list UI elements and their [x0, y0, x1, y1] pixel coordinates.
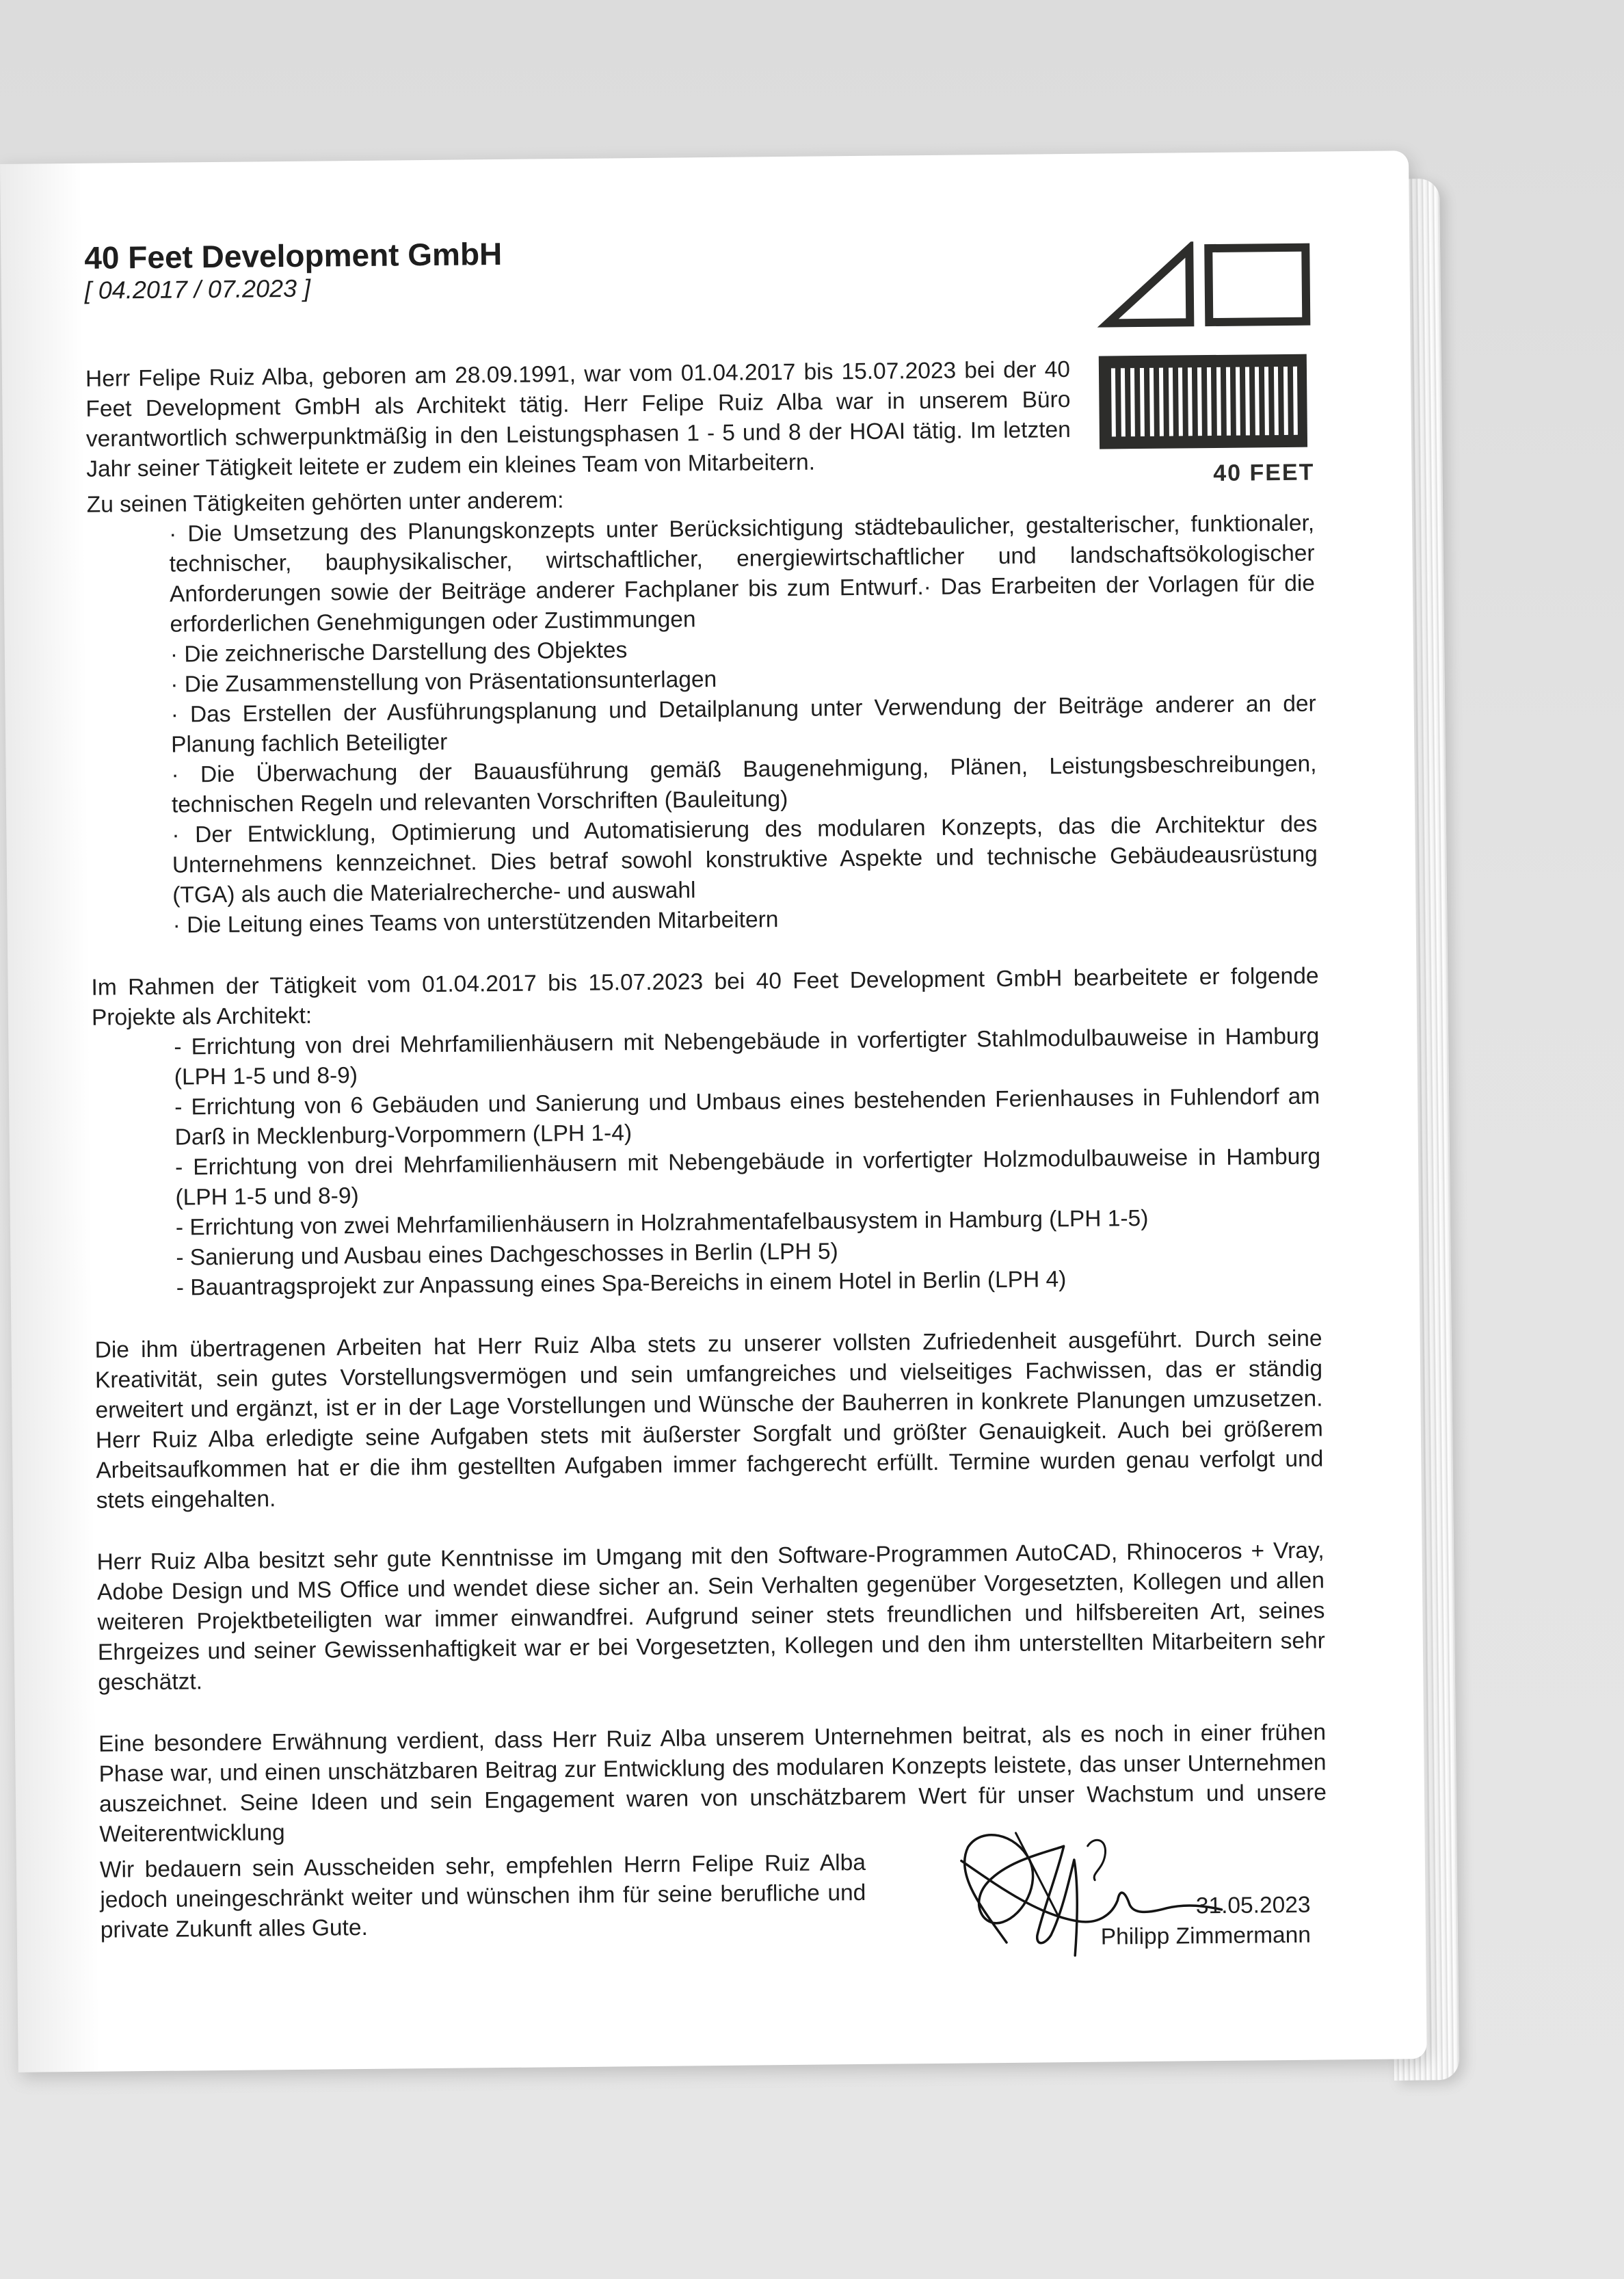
signature-block [940, 1817, 1325, 1971]
project-item: - Errichtung von drei Mehrfamilienhäusern mit Nebengebäude in vorfertigter Holzmodulbauweise in Hamburg (LPH 1-5 und 8-9) [175, 1142, 1321, 1213]
duty-item: · Die Überwachung der Bauausführung gemäß Baugenehmigung, Plänen, Leistungsbeschreibungen, technischen Regeln und relevanten Vorschriften (Bauleitung) [171, 750, 1317, 821]
closing-paragraph: Wir bedauern sein Ausscheiden sehr, empfehlen Herrn Felipe Ruiz Alba jedoch uneingeschränkt weiter und wünschen ihm für seine berufliche und private Zukunft alles Gute. [99, 1849, 866, 1943]
assessment-paragraph: Die ihm übertragenen Arbeiten hat Herr Ruiz Alba stets zu unserer vollsten Zufriedenheit ausgeführt. Durch seine Kreativität, sein gutes Vorstellungsvermögen und sein umfangreiches und vielseitiges Fachwissen, das er ständig erweitert und ergänzt, ist er in der Lage Vorstellungen und Wünsche der Bauherren in konkrete Planungen umzusetzen. Herr Ruiz Alba erledigte seine Aufgaben stets mit äußerster Sorgfalt und größter Genauigkeit. Auch bei größerem Arbeitsaufkommen hat er die ihm gestellten Aufgaben immer fachgerecht erfüllt. Termine wurden genau verfolgt und stets eingehalten. [94, 1326, 1324, 1514]
closing-section [100, 1843, 1329, 1992]
duty-item: · Der Entwicklung, Optimierung und Automatisierung des modularen Konzepts, das die Architektur des Unternehmens kennzeichnet. Dies betraf sowohl konstruktive Aspekte und technische Gebäudeausrüstung (TGA) als auch die Materialrecherche- und auswahl [172, 810, 1318, 911]
logo-caption: 40 FEET [1213, 459, 1315, 486]
intro-paragraph: Herr Felipe Ruiz Alba, geboren am 28.09.1991, war vom 01.04.2017 bis 15.07.2023 bei der 40 Feet Development GmbH als Architekt tätig. Herr Felipe Ruiz Alba war in unserem Büro verantwortlich schwerpunktmäßig in den Leistungsphasen 1 - 5 und 8 der HOAI tätig. Im letzten Jahr seiner Tätigkeit leitete er zudem ein kleines Team von Mitarbeitern. [85, 356, 1071, 482]
duty-item: · Die zeichnerische Darstellung des Objektes [170, 629, 1316, 670]
duty-item: · Die Leitung eines Teams von unterstützenden Mitarbeitern [172, 900, 1318, 941]
employment-period: [ 04.2017 / 07.2023 ] [84, 274, 311, 304]
project-item: - Errichtung von 6 Gebäuden und Sanierung und Umbaus eines bestehenden Ferienhauses in Fuhlendorf am Darß in Mecklenburg-Vorpommern (LPH 1-4) [174, 1082, 1320, 1153]
duties-heading: Zu seinen Tätigkeiten gehörten unter anderem: [86, 488, 564, 518]
project-item: - Bauantragsprojekt zur Anpassung eines Spa-Bereichs in einem Hotel in Berlin (LPH 4) [176, 1263, 1322, 1304]
company-heading: 40 Feet Development GmbH [84, 235, 503, 276]
special-mention-paragraph: Eine besondere Erwähnung verdient, dass Herr Ruiz Alba unserem Unternehmen beitrat, als es noch in einer frühen Phase war, und einen unschätzbaren Beitrag zur Entwicklung des modularen Konzepts leistete, das unser Unternehmen auszeichnet. Seine Ideen und sein Engagement waren von unschätzbarem Wert für unser Wachstum und unsere Weiterentwicklung [98, 1720, 1327, 1847]
duty-item: · Die Umsetzung des Planungskonzepts unter Berücksichtigung städtebaulicher, gestalterischer, funktionaler, technischer, bauphysikalischer, wirtschaftlicher, energiewirtschaftlicher und landschaftsökologischer Anforderungen sowie der Beiträge anderer Fachplaner bis zum Entwurf.· Das Erarbeiten der Vorlagen für die erforderlichen Genehmigungen oder Zustimmungen [169, 509, 1316, 640]
document-body [84, 227, 1329, 1992]
duty-item: · Die Zusammenstellung von Präsentationsunterlagen [170, 659, 1316, 700]
projects-list [92, 1022, 1322, 1304]
projects-intro: Im Rahmen der Tätigkeit vom 01.04.2017 bis 15.07.2023 bei 40 Feet Development GmbH bearbeitete er folgende Projekte als Architekt: [91, 963, 1319, 1031]
skills-paragraph: Herr Ruiz Alba besitzt sehr gute Kenntnisse im Umgang mit den Software-Programmen AutoCAD, Rhinoceros + Vray, Adobe Design und MS Office und wendet diese sicher an. Sein Verhalten gegenüber Vorgesetzten, Kollegen und allen weiteren Projektbeteiligten war immer einwandfrei. Aufgrund seiner stets freundlichen und hilfsbereiten Art, seines Ehrgeizes und seiner Gewissenhaftigkeit war er bei Vorgesetzten, Kollegen und den ihm unterstellten Mitarbeitern sehr geschätzt. [96, 1538, 1325, 1696]
project-item: - Errichtung von drei Mehrfamilienhäusern mit Nebengebäude in vorfertigter Stahlmodulbauweise in Hamburg (LPH 1-5 und 8-9) [174, 1022, 1320, 1093]
document-page [0, 150, 1427, 2072]
duty-item: · Das Erstellen der Ausführungsplanung und Detailplanung unter Verwendung der Beiträge anderer an der Planung fachlich Beteiligter [171, 689, 1317, 761]
duties-list [87, 509, 1318, 942]
project-item: - Sanierung und Ausbau eines Dachgeschosses in Berlin (LPH 5) [176, 1233, 1321, 1274]
signature-date: 31.05.2023 [1195, 1892, 1311, 1919]
project-item: - Errichtung von zwei Mehrfamilienhäusern in Holzrahmentafelbausystem in Hamburg (LPH 1-5) [176, 1202, 1321, 1243]
signatory-name: Philipp Zimmermann [1100, 1922, 1312, 1950]
